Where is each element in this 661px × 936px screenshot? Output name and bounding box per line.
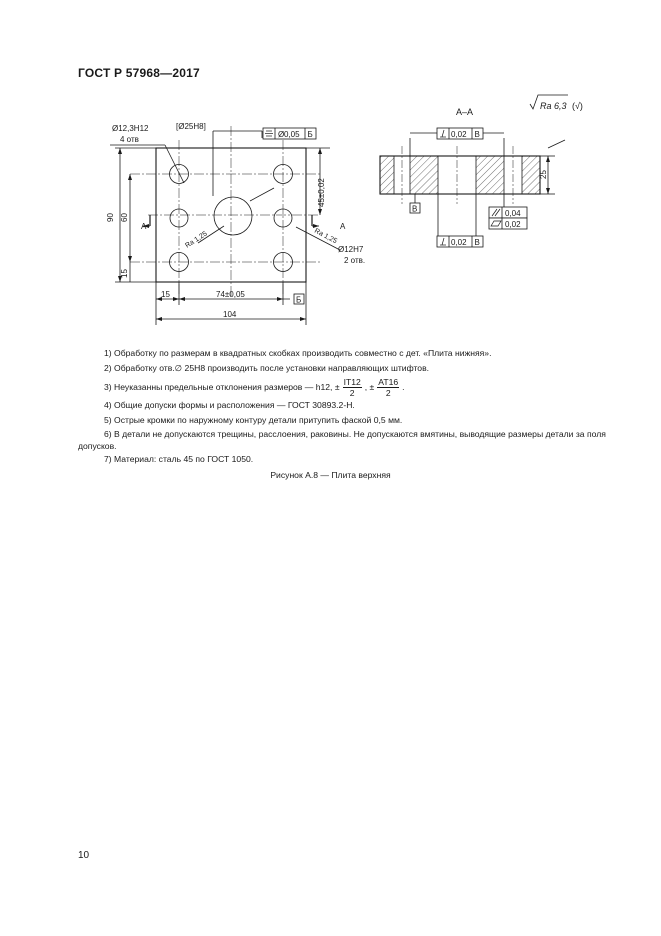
perp-tol-bottom: 0,02	[451, 238, 467, 247]
note-7: 7) Материал: сталь 45 по ГОСТ 1050.	[104, 454, 254, 464]
dim-15-bottom: 15	[161, 290, 170, 299]
datum-v-label: В	[412, 204, 418, 214]
fraction-at16: $\frac{AT16}{2}$	[378, 377, 399, 399]
figure-caption: Рисунок А.8 — Плита верхняя	[270, 470, 391, 480]
perp-tol-top: 0,02	[451, 130, 467, 139]
roughness-general: Ra 6,3	[540, 101, 567, 111]
technical-drawing	[0, 0, 661, 340]
flatness-tol: 0,02	[505, 220, 521, 229]
hole-center	[214, 197, 252, 235]
symmetry-tol-prefix: Ø	[278, 130, 285, 139]
hole-small-count: 4 отв	[120, 135, 139, 144]
note-5: 5) Острые кромки по наружному контуру детали притупить фаской 0,5 мм.	[104, 415, 403, 425]
ra-center: Ra 1,25	[184, 230, 209, 250]
symmetry-datum: Б	[307, 130, 313, 139]
page-number: 10	[78, 850, 90, 861]
symmetry-tol-value: 0,05	[284, 130, 300, 139]
section-mark-right: А	[340, 222, 346, 231]
datum-b-label: Б	[296, 295, 302, 305]
pin-hole-count: 2 отв.	[344, 256, 366, 265]
note-2: 2) Обработку отв.∅ 25Н8 производить после установки направляющих штифтов.	[104, 363, 430, 373]
dim-25: 25	[539, 170, 548, 179]
center-hole-dia: [Ø25Н8]	[176, 122, 206, 131]
section-view	[380, 138, 565, 245]
section-mark-left: А	[141, 222, 147, 231]
dim-104: 104	[223, 310, 237, 319]
dim-60: 60	[120, 213, 129, 222]
ra-pin: Ra 1,25	[313, 227, 339, 246]
section-label: А–А	[456, 107, 474, 117]
dim-45: 45±0,02	[317, 178, 326, 207]
perp-datum-top: В	[474, 130, 480, 139]
dim-74: 74±0,05	[216, 290, 245, 299]
note-6: 6) В детали не допускаются трещины, расслоения, раковины. Не допускаются вмятины, выводящие размеры детали за поля допусков.	[78, 429, 606, 451]
roughness-general-suffix: (√)	[572, 101, 583, 111]
note-1: 1) Обработку по размерам в квадратных скобках производить совместно с дет. «Плита нижняя».	[104, 348, 492, 358]
parallel-tol: 0,04	[505, 209, 521, 218]
notes-list	[78, 346, 608, 467]
hole-small-dia: Ø12,3Н12	[112, 124, 149, 133]
perp-datum-bottom: В	[474, 238, 480, 247]
pin-hole-dia: Ø12Н7	[338, 245, 364, 254]
note-3: 3) Неуказанны предельные отклонения размеров — h12, ± $\frac{IT12}{2}$ , ± $\frac{AT16}{2}$ .	[104, 377, 405, 399]
dim-90: 90	[106, 213, 115, 222]
dim-15-left: 15	[120, 269, 129, 278]
note-4: 4) Общие допуски формы и расположения — ГОСТ 30893.2-Н.	[104, 400, 355, 410]
fraction-it12: $\frac{IT12}{2}$	[343, 377, 361, 399]
document-header: ГОСТ Р 57968—2017	[78, 66, 200, 80]
